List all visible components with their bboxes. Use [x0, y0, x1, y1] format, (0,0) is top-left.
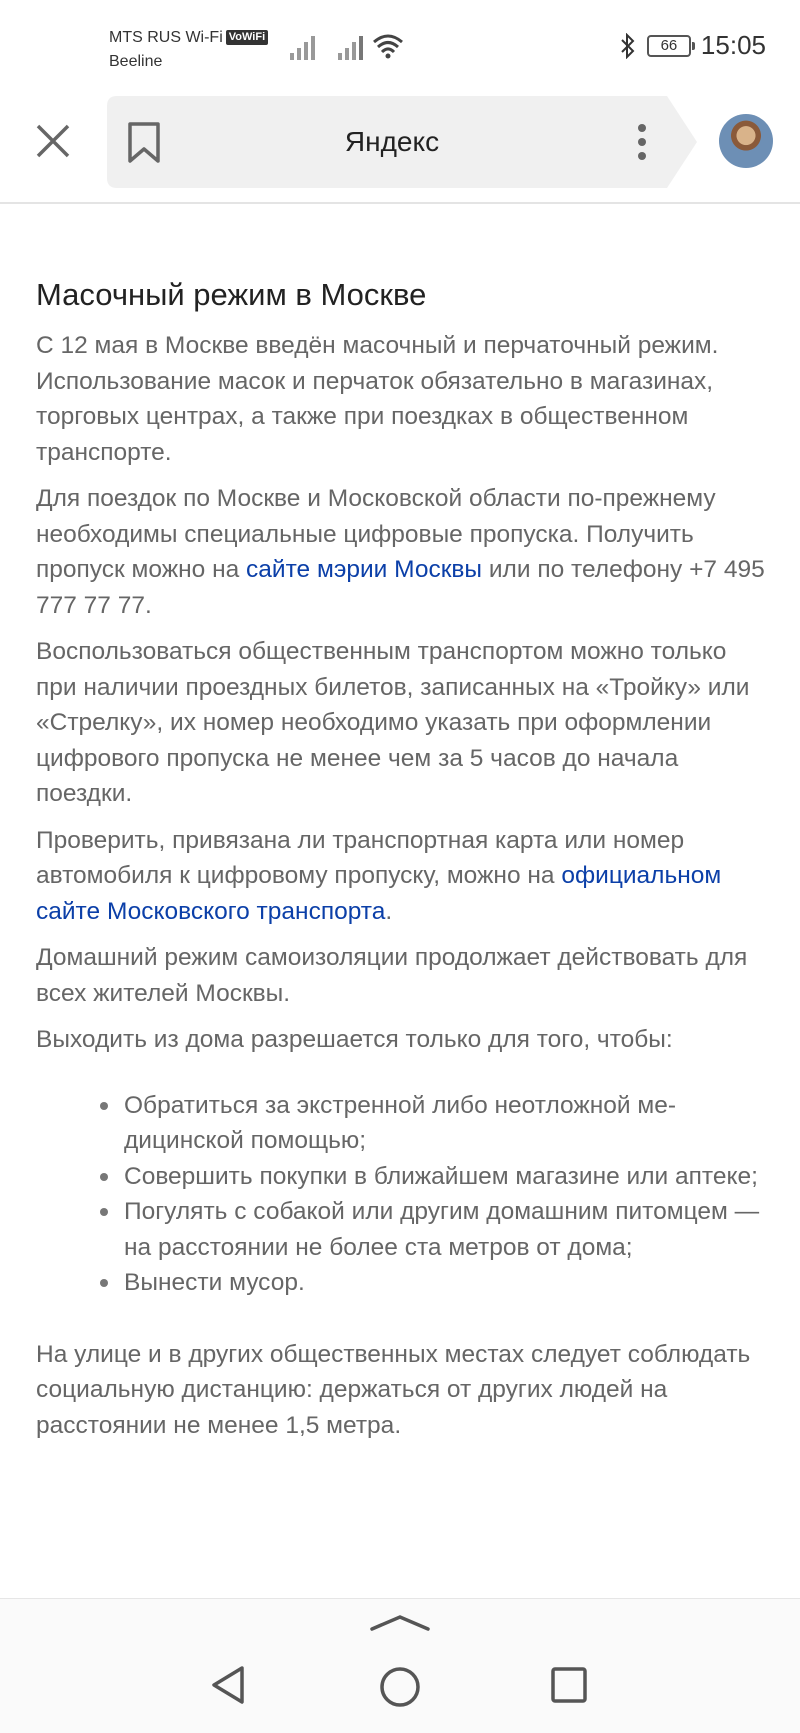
page-title[interactable]: Яндекс — [344, 126, 440, 157]
paragraph-check-card — [36, 823, 766, 930]
paragraph-allowed-intro: Выходить из дома разрешается только для того, чтобы: — [36, 1026, 673, 1053]
avatar[interactable] — [719, 114, 773, 168]
recent-apps-icon[interactable] — [551, 1667, 587, 1703]
home-icon[interactable] — [378, 1665, 422, 1709]
list-item: Погулять с собакой или другим домашним питомцем — на расстоянии не более ста метров от дома; — [100, 1194, 766, 1265]
list-item: Вынести мусор. — [100, 1265, 766, 1301]
paragraph-digital-pass — [36, 481, 766, 623]
battery-icon: 66 — [647, 35, 691, 57]
back-icon[interactable] — [210, 1665, 246, 1705]
paragraph-mask-regime: С 12 мая в Москве введён масочный и перчаточный режим. Использование масок и перчаток обязательно в магазинах, торговых центрах, а также при поездках в общественном транспорте. — [36, 332, 719, 466]
allowed-reasons-list — [100, 1088, 766, 1301]
more-vertical-icon — [638, 124, 646, 132]
status-right — [619, 30, 766, 61]
paragraph-text: Для поездок по Москве и Московской области по-прежнему необходимы специальные цифровые пропуска. Получить пропуск можно на — [36, 485, 716, 583]
browser-toolbar — [0, 92, 800, 204]
more-vertical-icon-dot — [638, 138, 646, 146]
status-bar — [0, 0, 800, 92]
close-icon — [35, 123, 71, 159]
list-item: Обратиться за экстренной либо неотложной медицинской помощью; — [100, 1088, 766, 1159]
carrier-primary: MTS RUS Wi-Fi — [109, 29, 223, 46]
paragraph-text: . — [385, 897, 393, 925]
transport-site-link[interactable]: официальном сайте Московского транспорта — [36, 862, 722, 925]
paragraph-public-transport: Воспользоваться общественным транспортом можно только при наличии проездных билетов, записанных на «Тройку» или «Стрелку», их номер необходимо указать при оформлении цифрового пропуска не менее чем за 5 часов до начала поездки. — [36, 638, 750, 807]
more-menu-button[interactable] — [627, 120, 657, 164]
article-heading: Масочный режим в Москве — [36, 277, 427, 312]
paragraph-text: Проверить, привязана ли транспортная карта или номер автомобиля к цифровому пропуску, можно на — [36, 826, 685, 889]
mayor-site-link[interactable]: сайте мэрии Москвы — [246, 556, 483, 583]
clock: 15:05 — [700, 30, 766, 60]
paragraph-social-distance: На улице и в других общественных местах следует соблюдать социальную дистанцию: держаться от других людей на расстоянии не менее 1,5 метра. — [36, 1340, 751, 1439]
url-bar[interactable] — [107, 96, 677, 188]
bluetooth-icon — [619, 33, 637, 59]
bookmark-icon — [127, 122, 161, 164]
carrier-secondary: Beeline — [109, 53, 163, 70]
close-button[interactable] — [30, 118, 76, 164]
bottom-navigation — [0, 1598, 800, 1733]
carrier-info — [109, 26, 268, 74]
expand-sheet-icon[interactable] — [370, 1613, 430, 1633]
vowifi-badge: VoWiFi — [226, 30, 268, 45]
signal-strength-icon — [290, 34, 320, 60]
signal-strength-icon-2 — [338, 34, 368, 60]
list-item: Совершить покупки в ближайшем магазине или аптеке; — [100, 1159, 766, 1195]
paragraph-self-isolation: Домашний режим самоизоляции продолжает действовать для всех жителей Москвы. — [36, 944, 748, 1007]
bookmark-button[interactable] — [127, 122, 167, 164]
paragraph-text: или по телефону +7 495 777 77 77. — [36, 556, 765, 619]
article-content — [36, 270, 766, 1454]
wifi-icon — [372, 32, 404, 60]
more-vertical-icon-dot — [638, 152, 646, 160]
